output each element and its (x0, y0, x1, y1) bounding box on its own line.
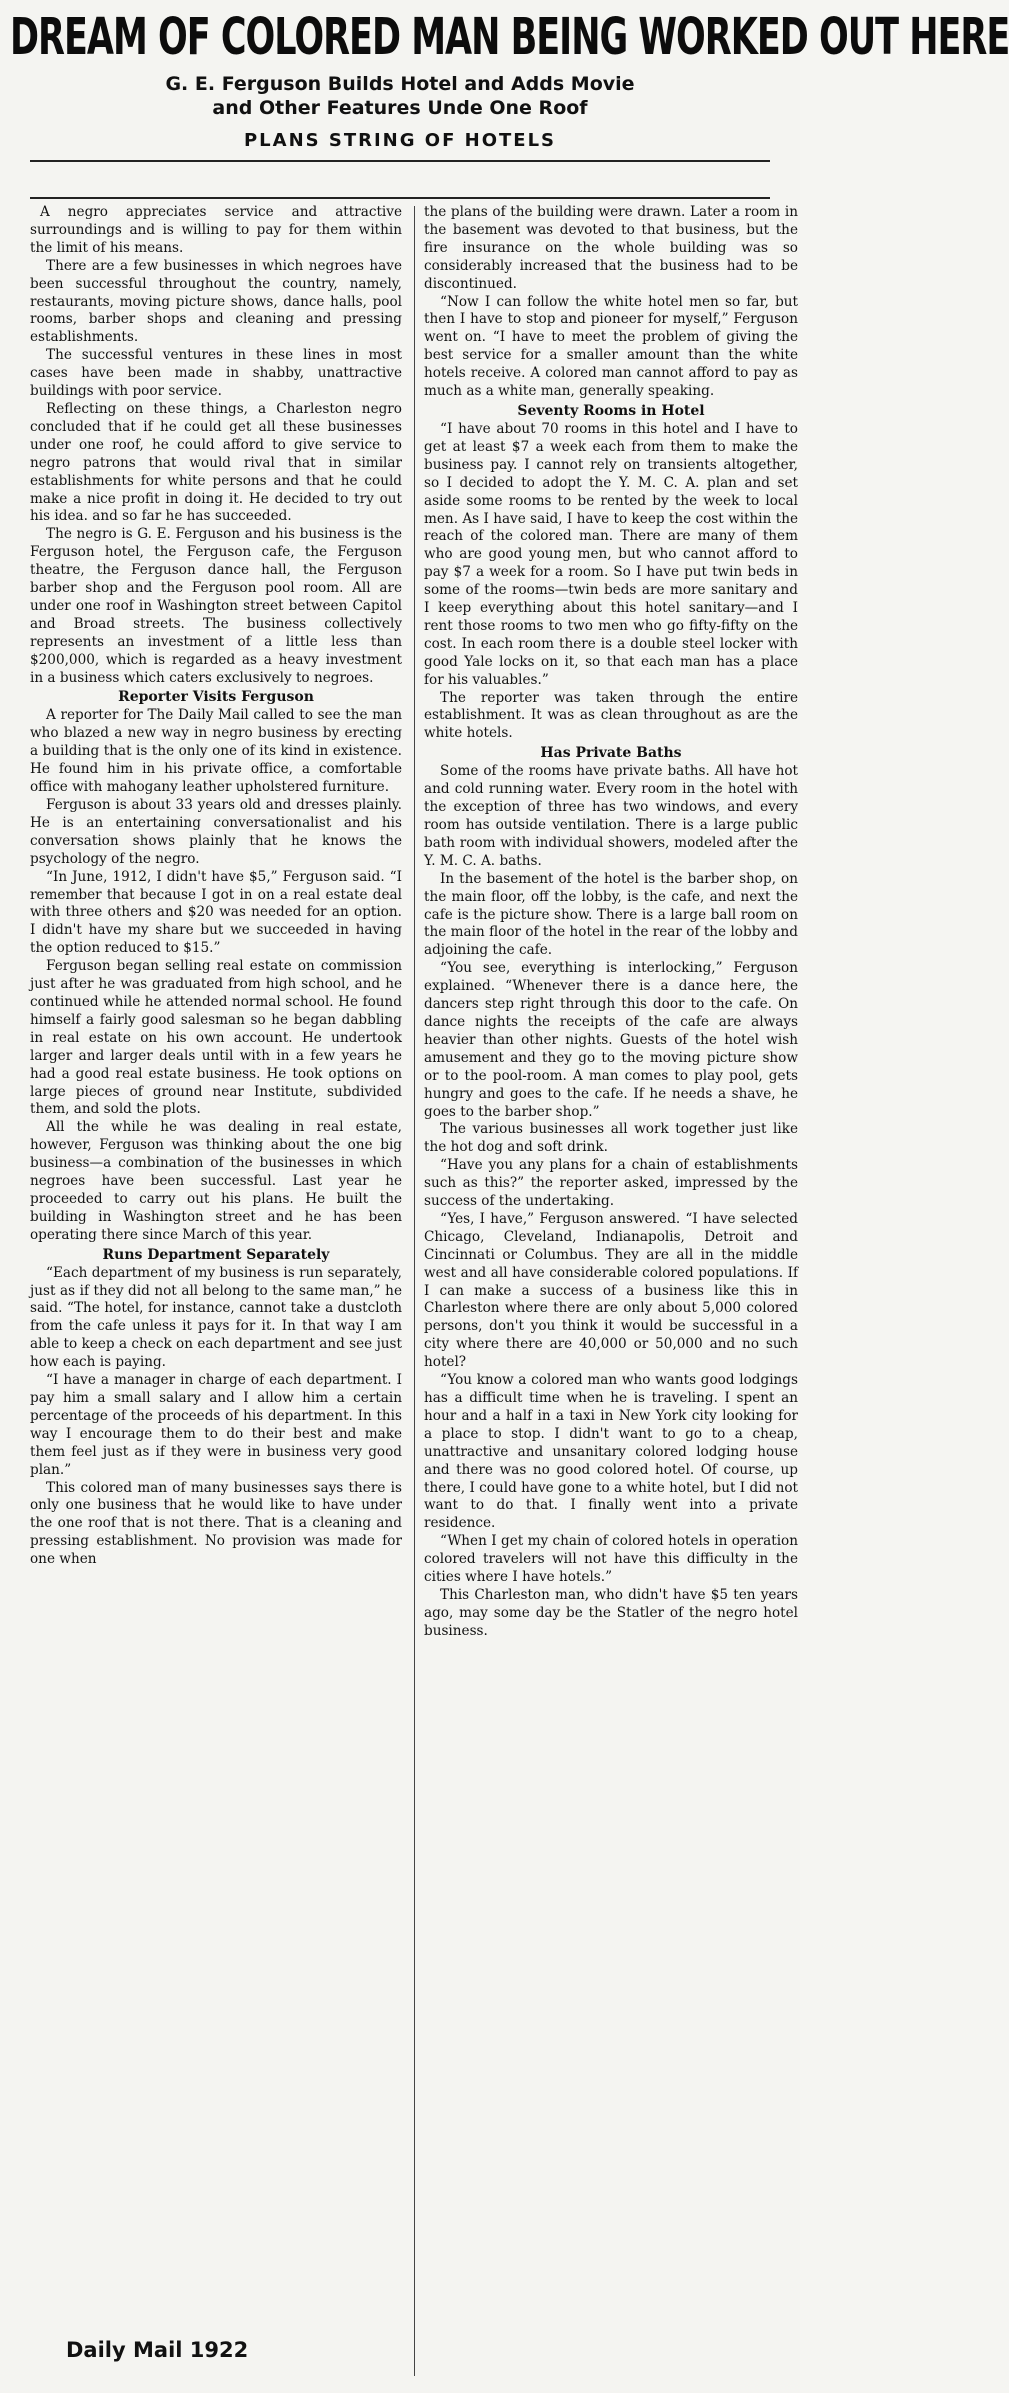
section-heading: Seventy Rooms in Hotel (517, 402, 705, 419)
paragraph: A negro appreciates service and attractive surroundings and is willing to pay for them within the limit of his means. (30, 204, 402, 256)
paragraph: In the basement of the hotel is the barber shop, on the main floor, off the lobby, is the cafe, and next the cafe is the picture show. There is a large ball room on the main floor of the hotel in the rear of the lobby and adjoining the cafe. (424, 870, 798, 959)
paragraph: The successful ventures in these lines in most cases have been made in shabby, unattractive buildings with poor service. (30, 347, 402, 400)
right-column (424, 204, 798, 1641)
paragraph: “I have a manager in charge of each department. I pay him a small salary and I allow him a certain percentage of the proceeds of his department. In this way I encourage them to do their best and make them feel just as if they were in business very good plan.” (30, 1372, 402, 1478)
paragraph: “Each department of my business is run separately, just as if they did not all belong to the same man,” he said. “The hotel, for instance, cannot take a dustcloth from the cafe unless it pays for it. In that way I am able to keep a check on each department and see just how each is paying. (30, 1264, 402, 1371)
headline: DREAM OF COLORED MAN BEING WORKED OUT HERE (10, 8, 1009, 67)
deck-line-1: G. E. Ferguson Builds Hotel and Adds Movie (165, 73, 635, 95)
paragraph: “You see, everything is interlocking,” Ferguson explained. “Whenever there is a dance here, the dancers step right through this door to the cafe. On dance nights the receipts of the cafe are always heavier than other nights. Guests of the hotel wish amusement and they go to the moving picture show or to the pool-room. A man comes to play pool, gets hungry and goes to the cafe. If he needs a shave, he goes to the barber shop.” (424, 960, 798, 1120)
column-divider (414, 206, 415, 2376)
paragraph: “You know a colored man who wants good lodgings has a difficult time when he is traveling. I spent an hour and a half in a taxi in New York city looking for a place to stop. I didn't want to go to a cheap, unattractive and unsanitary colored lodging house and there was no good colored hotel. Of course, up there, I could have gone to a white hotel, but I did not want to do that. I finally went into a private residence. (424, 1372, 798, 1532)
paragraph: “Have you any plans for a chain of establishments such as this?” the reporter asked, impressed by the success of the undertaking. (424, 1157, 798, 1210)
paragraph: There are a few businesses in which negroes have been successful throughout the country, namely, restaurants, moving picture shows, dance halls, pool rooms, barber shops and cleaning and pressing establishments. (30, 257, 402, 346)
top-rule (30, 160, 770, 162)
paragraph: the plans of the building were drawn. Later a room in the basement was devoted to that business, but the fire insurance on the whole building was so considerably increased that the business had to be discontinued. (424, 204, 798, 292)
paragraph: This colored man of many businesses says there is only one business that he would like to have under the one roof that is not there. That is a cleaning and pressing establishment. No provision was made for one when (30, 1479, 402, 1568)
paragraph: The reporter was taken through the entire establishment. It was as clean throughout as are the white hotels. (424, 689, 798, 742)
deck-headline (0, 72, 800, 120)
paragraph: “Yes, I have,” Ferguson answered. “I have selected Chicago, Cleveland, Indianapolis, Detroit and Cincinnati or Columbus. They are all in the middle west and all have considerable colored populations. If I can make a success of a business like this in Charleston where there are only about 5,000 colored persons, don't you think it would be successful in a city where there are 40,000 or 50,000 and no such hotel? (424, 1210, 798, 1371)
section-rule (30, 197, 770, 199)
subhead: PLANS STRING OF HOTELS (243, 130, 557, 151)
paragraph: A reporter for The Daily Mail called to see the man who blazed a new way in negro business by erecting a building that is the only one of its kind in existence. He found him in his private office, a comfortable office with mahogany leather upholstered furniture. (30, 707, 402, 796)
paragraph: Ferguson began selling real estate on commission just after he was graduated from high school, and he continued while he attended normal school. He found himself a fairly good salesman so he began dabbling in real estate on his own account. He undertook larger and larger deals until with in a few years he had a good real estate business. He took options on large pieces of ground near Institute, subdivided them, and sold the plots. (30, 958, 402, 1118)
paragraph: “Now I can follow the white hotel men so far, but then I have to stop and pioneer for myself,” Ferguson went on. “I have to meet the problem of giving the best service for a smaller amount than the white hotels receive. A colored man cannot afford to pay as much as a white man, generally speaking. (424, 293, 798, 400)
left-column (30, 204, 402, 1569)
paragraph: This Charleston man, who didn't have $5 ten years ago, may some day be the Statler of the negro hotel business. (424, 1586, 798, 1639)
paragraph: Reflecting on these things, a Charleston negro concluded that if he could get all these businesses under one roof, he could afford to give service to negro patrons that would rival that in similar establishments for white persons and that he could make a nice profit in doing it. He decided to try out his idea. and so far he has succeeded. (30, 400, 402, 525)
paragraph: The various businesses all work together just like the hot dog and soft drink. (424, 1121, 798, 1156)
paragraph: “When I get my chain of colored hotels in operation colored travelers will not have this difficulty in the cities where I have hotels.” (424, 1533, 798, 1586)
section-heading: Runs Department Separately (102, 1246, 330, 1263)
section-heading: Has Private Baths (540, 745, 682, 762)
paragraph: The negro is G. E. Ferguson and his business is the Ferguson hotel, the Ferguson cafe, the Ferguson theatre, the Ferguson dance hall, the Ferguson barber shop and the Ferguson pool room. All are under one roof in Washington street between Capitol and Broad streets. The business collectively represents an investment of a little less than $200,000, which is regarded as a heavy investment in a business which caters exclusively to negroes. (30, 526, 402, 686)
paragraph: Ferguson is about 33 years old and dresses plainly. He is an entertaining conversationalist and his conversation shows plainly that he knows the psychology of the negro. (30, 797, 402, 867)
source-caption: Daily Mail 1922 (66, 2338, 249, 2362)
paragraph: “I have about 70 rooms in this hotel and I have to get at least $7 a week each from them to make the business pay. I cannot rely on transients altogether, so I decided to adopt the Y. M. C. A. plan and set aside some rooms to be rented by the week to local men. As I have said, I have to keep the cost within the reach of the colored man. There are many of them who are good young men, but who cannot afford to pay $7 a week for a room. So I have put twin beds in some of the rooms—twin beds are more sanitary and I keep everything about this hotel sanitary—and I rent those rooms to two men who go fifty-fifty on the cost. In each room there is a double steel locker with good Yale locks on it, so that each man has a place for his valuables.” (424, 420, 798, 688)
paragraph: All the while he was dealing in real estate, however, Ferguson was thinking about the one big business—a combination of the businesses in which negroes have been successful. Last year he proceeded to carry out his plans. He built the building in Washington street and he has been operating there since March of this year. (30, 1119, 402, 1243)
paragraph: “In June, 1912, I didn't have $5,” Ferguson said. “I remember that because I got in on a real estate deal with three others and $20 was needed for an option. I didn't have my share but we succeeded in having the option reduced to $15.” (30, 868, 402, 957)
section-heading: Reporter Visits Ferguson (118, 689, 314, 706)
paragraph: Some of the rooms have private baths. All have hot and cold running water. Every room in the hotel with the exception of three has two windows, and every room has outside ventilation. There is a large public bath room with individual showers, modeled after the Y. M. C. A. baths. (424, 763, 798, 869)
deck-line-2: and Other Features Unde One Roof (212, 97, 588, 119)
